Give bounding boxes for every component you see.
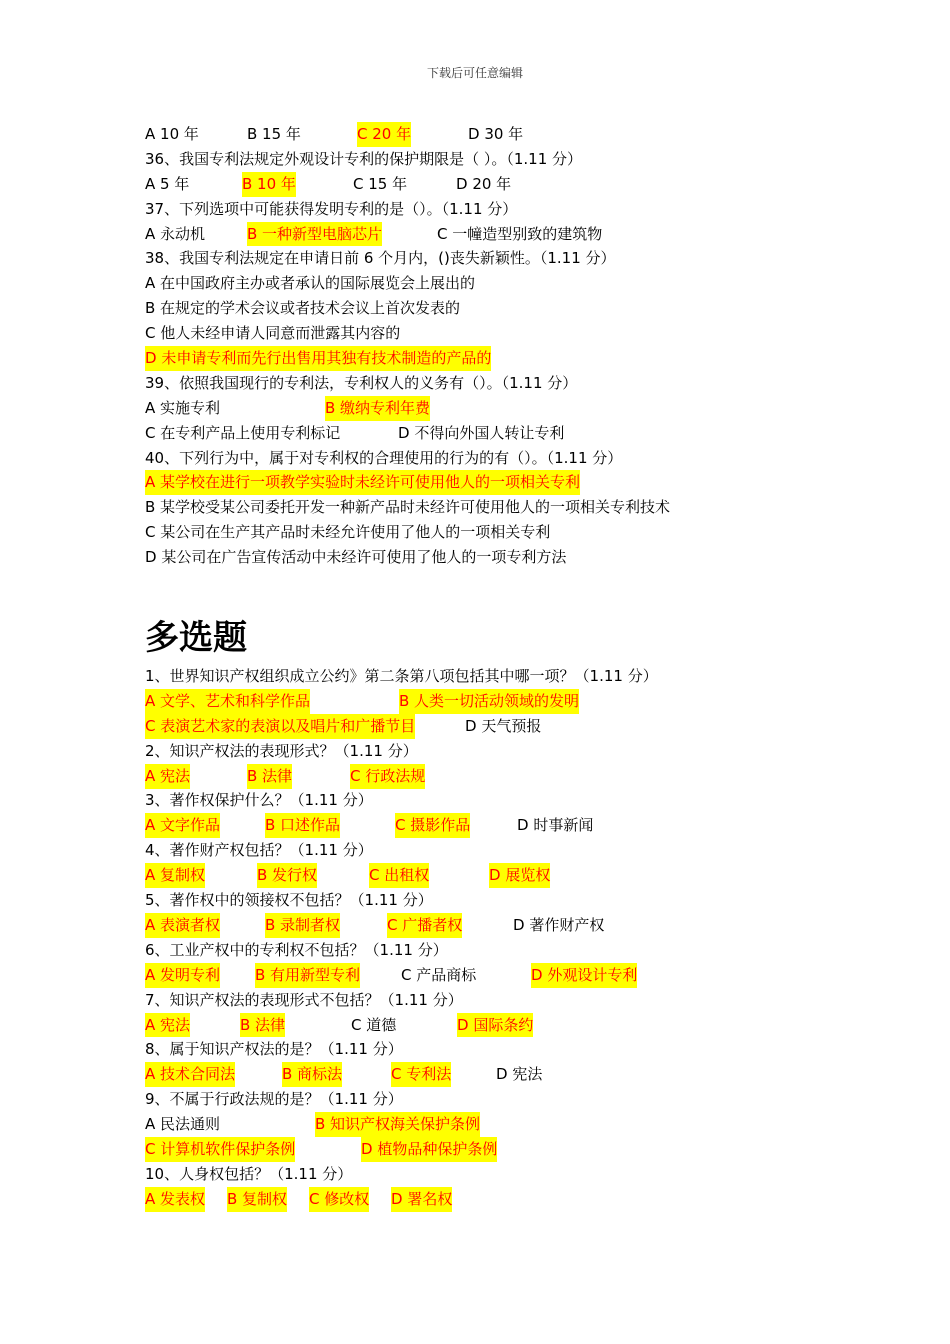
text-line bbox=[145, 963, 905, 988]
highlighted-answer: C 表演艺术家的表演以及唱片和广播节目 bbox=[145, 714, 415, 739]
text-line bbox=[145, 1112, 905, 1137]
highlighted-answer: B 复制权 bbox=[227, 1187, 287, 1212]
highlighted-answer: C 计算机软件保护条例 bbox=[145, 1137, 295, 1162]
text-line bbox=[145, 222, 905, 247]
highlighted-answer: A 宪法 bbox=[145, 1013, 190, 1038]
highlighted-answer: D 署名权 bbox=[391, 1187, 452, 1212]
highlighted-answer: C 修改权 bbox=[309, 1187, 369, 1212]
highlighted-answer: B 人类一切活动领域的发明 bbox=[399, 689, 579, 714]
highlighted-answer: A 技术合同法 bbox=[145, 1062, 235, 1087]
text-line bbox=[145, 421, 905, 446]
text-segment: 38、我国专利法规定在申请日前 6 个月内，()丧失新颖性。（1.11 分） bbox=[145, 249, 616, 268]
text-line bbox=[145, 371, 905, 396]
text-line bbox=[145, 938, 905, 963]
text-segment: D 天气预报 bbox=[465, 716, 542, 735]
text-segment: B 某学校受某公司委托开发一种新产品时未经许可使用他人的一项相关专利技术 bbox=[145, 498, 671, 517]
text-segment: D 某公司在广告宣传活动中未经许可使用了他人的一项专利方法 bbox=[145, 548, 567, 567]
highlighted-answer: B 知识产权海关保护条例 bbox=[315, 1112, 480, 1137]
highlighted-answer: A 发明专利 bbox=[145, 963, 220, 988]
text-segment: C 在专利产品上使用专利标记 bbox=[145, 423, 341, 442]
text-line bbox=[145, 1087, 905, 1112]
text-segment: C 道德 bbox=[351, 1015, 397, 1034]
highlighted-answer: A 文字作品 bbox=[145, 813, 220, 838]
text-line bbox=[145, 172, 905, 197]
text-line bbox=[145, 1013, 905, 1038]
highlighted-answer: D 国际条约 bbox=[457, 1013, 533, 1038]
multiple-choice-block bbox=[145, 664, 905, 1212]
text-segment: 9、不属于行政法规的是？（1.11 分） bbox=[145, 1090, 403, 1109]
text-line bbox=[145, 913, 905, 938]
text-line bbox=[145, 246, 905, 271]
section-heading: 多选题 bbox=[145, 618, 247, 659]
text-segment: C 他人未经申请人同意而泄露其内容的 bbox=[145, 324, 401, 343]
text-segment: 39、依照我国现行的专利法，专利权人的义务有（）。（1.11 分） bbox=[145, 373, 578, 392]
text-line bbox=[145, 346, 905, 371]
text-line bbox=[145, 321, 905, 346]
highlighted-answer: C 20 年 bbox=[357, 122, 411, 147]
text-segment: A 实施专利 bbox=[145, 398, 221, 417]
text-line bbox=[145, 1062, 905, 1087]
text-line bbox=[145, 446, 905, 471]
text-segment: 10、人身权包括？（1.11 分） bbox=[145, 1164, 353, 1183]
document-body bbox=[145, 122, 905, 1212]
text-line bbox=[145, 1137, 905, 1162]
text-segment: 37、下列选项中可能获得发明专利的是（）。（1.11 分） bbox=[145, 199, 518, 218]
highlighted-answer: B 缴纳专利年费 bbox=[325, 396, 430, 421]
text-segment: C 一幢造型别致的建筑物 bbox=[437, 224, 603, 243]
text-segment: C 产品商标 bbox=[401, 965, 477, 984]
highlighted-answer: D 植物品种保护条例 bbox=[361, 1137, 497, 1162]
highlighted-answer: B 法律 bbox=[247, 764, 292, 789]
page-header: 下载后可任意编辑 bbox=[426, 66, 523, 80]
highlighted-answer: A 宪法 bbox=[145, 764, 190, 789]
highlighted-answer: A 文学、艺术和科学作品 bbox=[145, 689, 310, 714]
text-line bbox=[145, 888, 905, 913]
text-segment: 6、工业产权中的专利权不包括？（1.11 分） bbox=[145, 940, 448, 959]
single-choice-block bbox=[145, 122, 905, 570]
highlighted-answer: A 复制权 bbox=[145, 863, 205, 888]
text-line bbox=[145, 1037, 905, 1062]
text-segment: 3、著作权保护什么？（1.11 分） bbox=[145, 791, 373, 810]
text-segment: C 某公司在生产其产品时未经允许使用了他人的一项相关专利 bbox=[145, 523, 551, 542]
text-line bbox=[145, 396, 905, 421]
highlighted-answer: B 有用新型专利 bbox=[255, 963, 360, 988]
text-line bbox=[145, 988, 905, 1013]
text-line bbox=[145, 739, 905, 764]
text-segment: C 15 年 bbox=[353, 174, 408, 193]
text-segment: A 在中国政府主办或者承认的国际展览会上展出的 bbox=[145, 274, 476, 293]
text-segment: D 著作财产权 bbox=[513, 915, 605, 934]
text-segment: D 宪法 bbox=[496, 1065, 543, 1084]
highlighted-answer: B 口述作品 bbox=[265, 813, 340, 838]
highlighted-answer: B 录制者权 bbox=[265, 913, 340, 938]
highlighted-answer: D 未申请专利而先行出售用其独有技术制造的产品的 bbox=[145, 346, 491, 371]
text-line bbox=[145, 520, 905, 545]
text-line bbox=[145, 689, 905, 714]
text-line bbox=[145, 545, 905, 570]
highlighted-answer: D 展览权 bbox=[489, 863, 550, 888]
text-segment: D 时事新闻 bbox=[517, 816, 594, 835]
text-line bbox=[145, 863, 905, 888]
highlighted-answer: D 外观设计专利 bbox=[531, 963, 637, 988]
text-segment: A 永动机 bbox=[145, 224, 206, 243]
text-line bbox=[145, 197, 905, 222]
highlighted-answer: B 法律 bbox=[240, 1013, 285, 1038]
text-line bbox=[145, 838, 905, 863]
highlighted-answer: C 专利法 bbox=[391, 1062, 451, 1087]
text-segment: A 民法通则 bbox=[145, 1115, 221, 1134]
text-line bbox=[145, 271, 905, 296]
text-segment: D 30 年 bbox=[468, 125, 524, 143]
highlighted-answer: C 出租权 bbox=[369, 863, 429, 888]
highlighted-answer: A 表演者权 bbox=[145, 913, 220, 938]
text-line bbox=[145, 1162, 905, 1187]
text-segment: B 15 年 bbox=[247, 125, 301, 143]
text-line bbox=[145, 296, 905, 321]
highlighted-answer: A 发表权 bbox=[145, 1187, 205, 1212]
text-segment: D 20 年 bbox=[456, 174, 512, 193]
text-segment: A 10 年 bbox=[145, 125, 199, 143]
highlighted-answer: C 行政法规 bbox=[350, 764, 425, 789]
text-segment: A 5 年 bbox=[145, 174, 190, 193]
text-segment: 2、知识产权法的表现形式？（1.11 分） bbox=[145, 741, 418, 760]
text-line bbox=[145, 813, 905, 838]
text-line bbox=[145, 122, 905, 147]
text-segment: 5、著作权中的领接权不包括？（1.11 分） bbox=[145, 891, 433, 910]
text-line bbox=[145, 1187, 905, 1212]
highlighted-answer: B 商标法 bbox=[282, 1062, 342, 1087]
highlighted-answer: C 广播者权 bbox=[387, 913, 462, 938]
text-line bbox=[145, 788, 905, 813]
text-segment: 7、知识产权法的表现形式不包括？（1.11 分） bbox=[145, 990, 463, 1009]
highlighted-answer: B 10 年 bbox=[242, 172, 296, 197]
text-line bbox=[145, 764, 905, 789]
highlighted-answer: B 一种新型电脑芯片 bbox=[247, 222, 382, 247]
text-segment: 40、下列行为中，属于对专利权的合理使用的行为的有（）。（1.11 分） bbox=[145, 448, 623, 467]
text-line bbox=[145, 714, 905, 739]
text-segment: 8、属于知识产权法的是？（1.11 分） bbox=[145, 1040, 403, 1059]
highlighted-answer: C 摄影作品 bbox=[395, 813, 470, 838]
text-segment: 4、著作财产权包括？（1.11 分） bbox=[145, 841, 373, 860]
text-line bbox=[145, 664, 905, 689]
text-line bbox=[145, 147, 905, 172]
text-segment: 36、我国专利法规定外观设计专利的保护期限是（ ）。（1.11 分） bbox=[145, 149, 583, 168]
text-line bbox=[145, 470, 905, 495]
text-segment: 1、世界知识产权组织成立公约》第二条第八项包括其中哪一项？（1.11 分） bbox=[145, 667, 658, 686]
highlighted-answer: B 发行权 bbox=[257, 863, 317, 888]
highlighted-answer: A 某学校在进行一项教学实验时未经许可使用他人的一项相关专利 bbox=[145, 470, 580, 495]
text-segment: B 在规定的学术会议或者技术会议上首次发表的 bbox=[145, 299, 461, 318]
text-segment: D 不得向外国人转让专利 bbox=[398, 423, 565, 442]
text-line bbox=[145, 495, 905, 520]
